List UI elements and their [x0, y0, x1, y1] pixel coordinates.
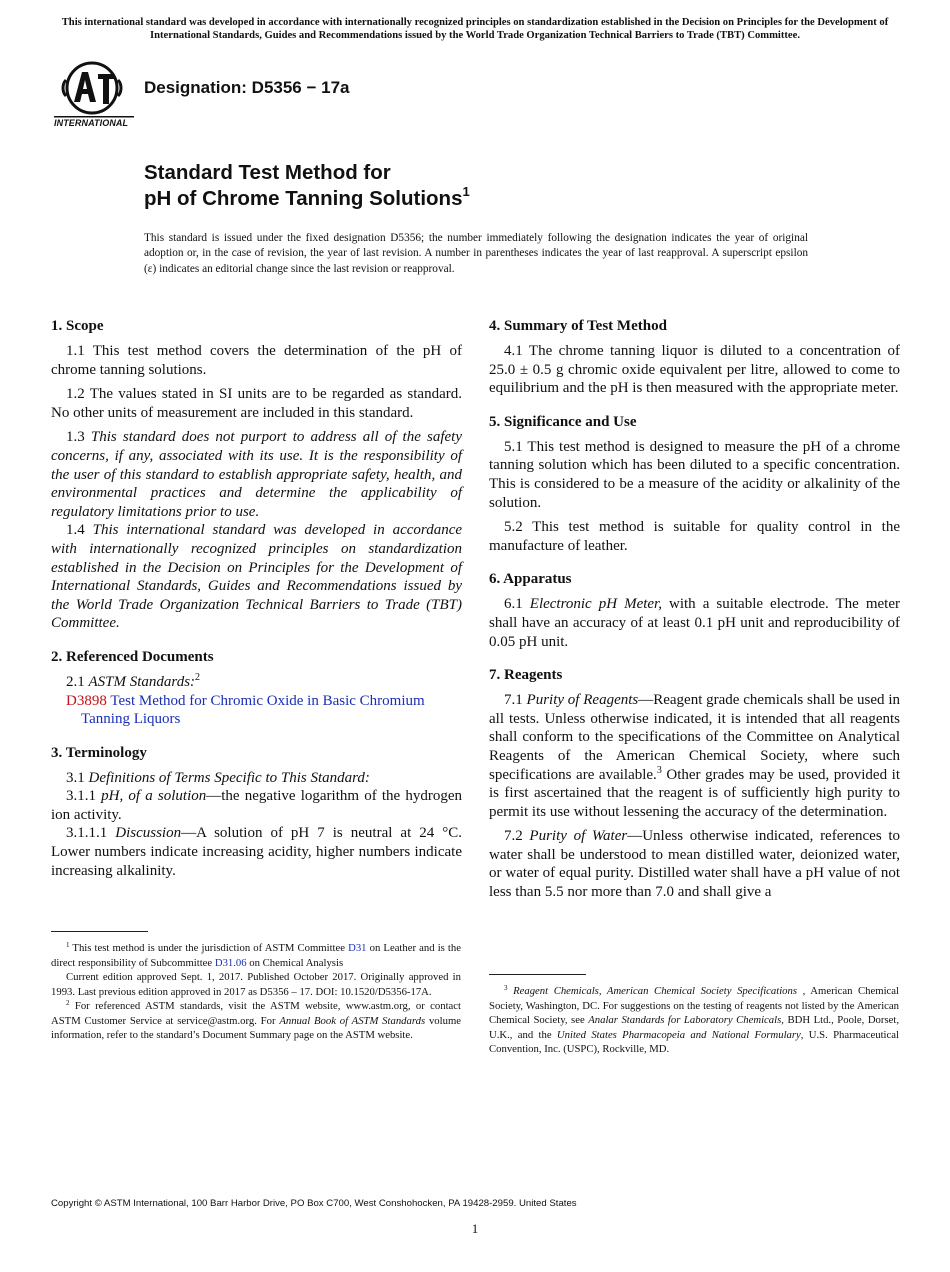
paragraph-3-1-1-text: —the negative logarithm of the hydrogen ion activity. — [51, 788, 463, 823]
paragraph-2-1 — [51, 673, 462, 692]
section-7-heading: 7. Reagents — [489, 667, 563, 684]
footnote-ref-2: 2 — [195, 671, 201, 683]
paragraph-4-1: 4.1 The chrome tanning liquor is diluted to a concentration of 25.0 ± 0.5 g chromic oxide equivalent per litre, allowed to come to equilibrium and the pH is then measured with the appropriate meter. — [489, 343, 900, 397]
reference-d3898[interactable] — [51, 692, 462, 729]
paragraph-7-1 — [489, 691, 900, 821]
term-discussion: Discussion — [115, 825, 182, 842]
paragraph-1-4-text: This international standard was developed in accordance with internationally recognized principles on standardization established in the Decision on Principles for the Development of International Standards, Guides and Recommendations issued by the World Trade Organization Technical Barriers to Trade (TBT) Committee. — [51, 522, 463, 632]
paragraph-7-2 — [489, 827, 900, 901]
reference-title-link[interactable]: Test Method for Chromic Oxide in Basic Chromium Tanning Liquors — [81, 692, 425, 728]
footnote-3-text-b: , BDH Ltd., Poole, Dorset, U.K., and the — [489, 1014, 899, 1041]
title-line-2 — [144, 186, 470, 212]
reference-code-link[interactable]: D3898 — [66, 692, 107, 709]
section-5-heading: 5. Significance and Use — [489, 413, 637, 430]
left-column — [51, 316, 462, 880]
paragraph-3-1-1-1-text: —A solution of pH 7 is neutral at 24 °C. Lower numbers indicate increasing acidity, higher numbers indicate increasing alkalinity. — [51, 825, 462, 879]
term-purity-water: Purity of Water — [529, 828, 628, 845]
paragraph-3-1-1-number: 3.1.1 — [66, 788, 102, 805]
footnote-1-marker: 1 — [66, 941, 70, 949]
section-2-heading: 2. Referenced Documents — [51, 648, 214, 665]
page-number: 1 — [471, 1221, 479, 1236]
paragraph-3-1 — [51, 769, 462, 788]
paragraph-5-2: 5.2 This test method is suitable for quality control in the manufacture of leather. — [489, 519, 900, 554]
footnote-2-marker: 2 — [66, 999, 70, 1007]
document-title — [144, 160, 470, 212]
section-4-heading: 4. Summary of Test Method — [489, 318, 667, 334]
paragraph-7-1-text-b: Other grades may be used, provided it is first ascertained that the reagent is of sufficiently high purity to permit its use without lessening the accuracy of the determination. — [489, 766, 900, 820]
title-line-2-text: pH of Chrome Tanning Solutions — [144, 187, 463, 210]
footnote-3 — [489, 984, 899, 1057]
paragraph-7-2-text: —Unless otherwise indicated, references to water shall be understood to mean distilled water, deionized water, or water of equal purity. Distilled water shall have a pH value of not less than 5.5 nor more than 7.0 and shall give a — [489, 828, 901, 901]
section-3-heading: 3. Terminology — [51, 744, 147, 761]
paragraph-1-3-text: This standard does not purport to address all of the safety concerns, if any, associated with its use. It is the responsibility of the user of this standard to establish appropriate safety, health, and environmental practices and determine the applicability of regulatory limitations prior to use. — [51, 429, 463, 520]
title-footnote-ref: 1 — [462, 184, 470, 199]
paragraph-1-2: 1.2 The values stated in SI units are to be regarded as standard. No other units of measurement are included in this standard. — [51, 386, 462, 421]
paragraph-3-1-1 — [51, 787, 462, 824]
section-6-heading: 6. Apparatus — [489, 571, 572, 588]
paragraph-1-3-number: 1.3 — [66, 429, 91, 446]
astm-logo — [52, 58, 136, 132]
footnotes-left — [51, 941, 461, 1043]
paragraph-3-1-1-1-number: 3.1.1.1 — [66, 825, 116, 842]
footnote-ref-3: 3 — [656, 764, 662, 776]
top-notice: This international standard was developed in accordance with internationally recognized principles on standardization established in the Decision on Principles for the Development of International Standards, Guides and Recommendations issued by the World Trade Organization Technical Barriers to Trade (TBT) Committee. — [61, 17, 889, 41]
paragraph-1-4 — [51, 521, 462, 633]
committee-d31-link[interactable]: D31 — [348, 942, 367, 954]
footnote-3-italic-3: United States Pharmacopeia and National Formulary — [556, 1028, 801, 1041]
footnote-rule-right — [489, 974, 586, 975]
title-line-1: Standard Test Method for — [144, 161, 391, 184]
paragraph-1-3 — [51, 428, 462, 521]
paragraph-7-2-number: 7.2 — [504, 828, 530, 845]
footnote-3-text-c: , U.S. Pharmaceutical Convention, Inc. (USPC), Rockville, MD. — [489, 1028, 899, 1055]
section-1-heading: 1. Scope — [51, 318, 104, 334]
paragraph-3-1-1-1 — [51, 824, 462, 880]
paragraph-3-1-text: Definitions of Terms Specific to This Standard: — [88, 769, 370, 786]
paragraph-7-1-number: 7.1 — [504, 692, 527, 709]
paragraph-5-1: 5.1 This test method is designed to measure the pH of a chrome tanning solution which has been diluted to a specific concentration. This is considered to be a measure of the acidity or alkalinity of the solution. — [489, 438, 900, 511]
footnote-rule-left — [51, 931, 148, 932]
paragraph-2-1-number: 2.1 — [66, 673, 89, 690]
footnote-3-italic-2: Analar Standards for Laboratory Chemicals — [588, 1014, 782, 1026]
paragraph-7-1-text-a: —Reagent grade chemicals shall be used in all tests. Unless otherwise indicated, it is intended that all reagents shall conform to the specifications of the Committee on Analytical Reagents of the American Chemical Society, where such specifications are available. — [489, 692, 900, 783]
footnote-3-marker: 3 — [504, 984, 508, 992]
footnotes-right — [489, 984, 899, 1057]
logo-wordmark: INTERNATIONAL — [54, 118, 129, 128]
footnote-1-text-a: This test method is under the jurisdiction of ASTM Committee — [69, 942, 349, 954]
designation: Designation: D5356 − 17a — [144, 78, 350, 97]
footnote-3-italic-1: Reagent Chemicals, American Chemical Society Specifications — [507, 985, 798, 997]
footnote-1 — [51, 941, 461, 970]
paragraph-6-1-number: 6.1 — [504, 596, 530, 613]
right-column — [489, 316, 900, 908]
copyright-footer: Copyright © ASTM International, 100 Barr Harbor Drive, PO Box C700, West Conshohocken, PA 19428-2959. United States — [51, 1198, 577, 1209]
term-ph: pH, of a solution — [101, 788, 207, 805]
issue-note: This standard is issued under the fixed designation D5356; the number immediately following the designation indicates the year of original adoption or, in the case of revision, the year of last revision. A number in parentheses indicates the year of last reapproval. A superscript epsilon (ε) indicates an editorial change since the last revision or reapproval. — [144, 232, 808, 275]
footnote-2-italic: Annual Book of ASTM Standards — [279, 1014, 426, 1027]
paragraph-1-1: 1.1 This test method covers the determination of the pH of chrome tanning solutions. — [51, 343, 462, 378]
footnote-1-text-b: on Leather and is the direct responsibility of Subcommittee — [51, 942, 461, 969]
footnote-3-text-a: , American Chemical Society, Washington, DC. For suggestions on the testing of reagents not listed by the American Chemical Society, see — [489, 985, 899, 1026]
footnote-2-text-b: volume information, refer to the standard’s Document Summary page on the ASTM website. — [51, 1014, 461, 1041]
footnote-2-text-a: For referenced ASTM standards, visit the ASTM website, www.astm.org, or contact ASTM Customer Service at service@astm.org. For — [51, 1000, 461, 1027]
paragraph-6-1-text: with a suitable electrode. The meter shall have an accuracy of at least 0.1 pH unit and reproducibility of 0.05 pH unit. — [489, 596, 901, 650]
footnote-2 — [51, 999, 461, 1043]
paragraph-3-1-number: 3.1 — [66, 769, 89, 786]
subcommittee-d31-06-link[interactable]: D31.06 — [214, 956, 247, 969]
paragraph-2-1-text: ASTM Standards: — [88, 673, 196, 690]
term-ph-meter: Electronic pH Meter, — [529, 596, 662, 613]
paragraph-6-1 — [489, 595, 900, 651]
term-purity-reagents: Purity of Reagents — [526, 692, 639, 709]
footnote-1-edition: Current edition approved Sept. 1, 2017. Published October 2017. Originally approved in 1993. Last previous edition approved in 2017 as D5356 – 17. DOI: 10.1520/D5356-17A. — [51, 971, 461, 998]
paragraph-1-4-number: 1.4 — [66, 522, 93, 539]
footnote-1-text-c: on Chemical Analysis — [246, 956, 344, 969]
